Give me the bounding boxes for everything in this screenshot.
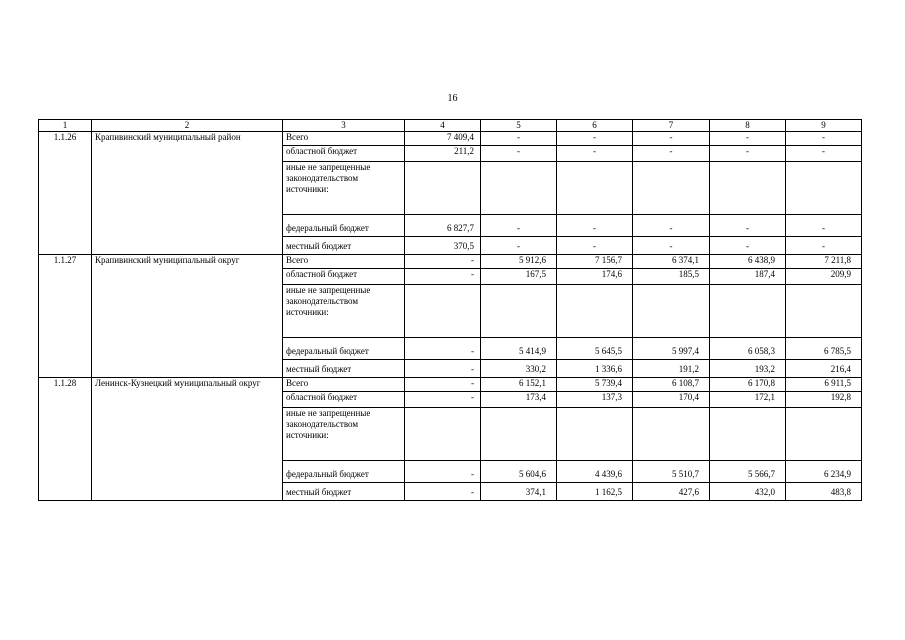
funding-source-label: Всего [283, 255, 405, 269]
funding-source-label: иные не запрещенные законодательством источники: [283, 162, 405, 215]
value-cell [405, 408, 481, 461]
value-cell: - [786, 215, 862, 237]
value-cell: - [633, 146, 710, 162]
value-cell [481, 408, 557, 461]
value-cell: 7 211,8 [786, 255, 862, 269]
value-cell: 137,3 [557, 392, 633, 408]
value-cell: - [481, 146, 557, 162]
value-cell: - [405, 338, 481, 360]
value-cell: - [633, 215, 710, 237]
funding-source-label: иные не запрещенные законодательством источники: [283, 408, 405, 461]
column-number: 7 [633, 120, 710, 132]
value-cell [786, 285, 862, 338]
value-cell: - [481, 215, 557, 237]
value-cell: - [557, 215, 633, 237]
value-cell: 174,6 [557, 269, 633, 285]
column-number: 5 [481, 120, 557, 132]
value-cell: 216,4 [786, 360, 862, 378]
item-name: Крапивинский муниципальный район [92, 132, 283, 255]
item-name: Крапивинский муниципальный округ [92, 255, 283, 378]
value-cell: 483,8 [786, 483, 862, 501]
value-cell: 185,5 [633, 269, 710, 285]
table-row [39, 255, 862, 269]
column-number: 9 [786, 120, 862, 132]
value-cell: 1 162,5 [557, 483, 633, 501]
value-cell: - [405, 378, 481, 392]
column-number: 8 [710, 120, 786, 132]
value-cell: 427,6 [633, 483, 710, 501]
value-cell: 6 374,1 [633, 255, 710, 269]
value-cell [481, 285, 557, 338]
value-cell: 6 170,8 [710, 378, 786, 392]
value-cell: - [405, 255, 481, 269]
value-cell: - [405, 360, 481, 378]
value-cell: - [405, 461, 481, 483]
value-cell [557, 285, 633, 338]
value-cell: - [710, 215, 786, 237]
value-cell: - [633, 132, 710, 146]
value-cell: - [786, 132, 862, 146]
value-cell: 7 156,7 [557, 255, 633, 269]
value-cell: 370,5 [405, 237, 481, 255]
funding-source-label: федеральный бюджет [283, 215, 405, 237]
item-code: 1.1.27 [39, 255, 92, 378]
value-cell [710, 162, 786, 215]
value-cell: 173,4 [481, 392, 557, 408]
value-cell [405, 285, 481, 338]
value-cell: 6 058,3 [710, 338, 786, 360]
table-row [39, 132, 862, 146]
value-cell [786, 408, 862, 461]
value-cell: 211,2 [405, 146, 481, 162]
value-cell [557, 408, 633, 461]
value-cell: 6 152,1 [481, 378, 557, 392]
value-cell: - [405, 269, 481, 285]
page-number: 16 [447, 93, 458, 104]
funding-source-label: областной бюджет [283, 392, 405, 408]
value-cell: 432,0 [710, 483, 786, 501]
value-cell: 5 645,5 [557, 338, 633, 360]
value-cell: - [481, 132, 557, 146]
value-cell: 6 438,9 [710, 255, 786, 269]
value-cell [557, 162, 633, 215]
value-cell: 374,1 [481, 483, 557, 501]
item-code: 1.1.28 [39, 378, 92, 501]
column-number-row [39, 120, 862, 132]
value-cell [710, 408, 786, 461]
value-cell: 187,4 [710, 269, 786, 285]
value-cell: 5 997,4 [633, 338, 710, 360]
value-cell: - [557, 237, 633, 255]
funding-source-label: областной бюджет [283, 269, 405, 285]
value-cell: 7 409,4 [405, 132, 481, 146]
value-cell: 1 336,6 [557, 360, 633, 378]
funding-source-label: местный бюджет [283, 237, 405, 255]
value-cell: 5 912,6 [481, 255, 557, 269]
value-cell: 4 439,6 [557, 461, 633, 483]
value-cell: 5 604,6 [481, 461, 557, 483]
value-cell: 193,2 [710, 360, 786, 378]
funding-source-label: областной бюджет [283, 146, 405, 162]
value-cell: - [405, 392, 481, 408]
funding-source-label: иные не запрещенные законодательством источники: [283, 285, 405, 338]
value-cell [405, 162, 481, 215]
value-cell: 192,8 [786, 392, 862, 408]
value-cell: 170,4 [633, 392, 710, 408]
value-cell: - [557, 132, 633, 146]
value-cell [481, 162, 557, 215]
value-cell: - [710, 146, 786, 162]
table-body [39, 120, 862, 501]
value-cell: 6 234,9 [786, 461, 862, 483]
value-cell: 167,5 [481, 269, 557, 285]
value-cell: 6 108,7 [633, 378, 710, 392]
column-number: 2 [92, 120, 283, 132]
value-cell: - [710, 132, 786, 146]
funding-source-label: Всего [283, 378, 405, 392]
value-cell: 5 510,7 [633, 461, 710, 483]
value-cell: 5 739,4 [557, 378, 633, 392]
funding-source-label: местный бюджет [283, 360, 405, 378]
value-cell [710, 285, 786, 338]
value-cell: - [557, 146, 633, 162]
funding-source-label: федеральный бюджет [283, 338, 405, 360]
item-code: 1.1.26 [39, 132, 92, 255]
value-cell [786, 162, 862, 215]
funding-source-label: местный бюджет [283, 483, 405, 501]
value-cell [633, 285, 710, 338]
value-cell: - [786, 237, 862, 255]
value-cell: 5 414,9 [481, 338, 557, 360]
value-cell: 172,1 [710, 392, 786, 408]
value-cell: 191,2 [633, 360, 710, 378]
value-cell [633, 408, 710, 461]
value-cell: - [405, 483, 481, 501]
value-cell [633, 162, 710, 215]
table-row [39, 378, 862, 392]
value-cell: 5 566,7 [710, 461, 786, 483]
value-cell: 6 911,5 [786, 378, 862, 392]
funding-source-label: Всего [283, 132, 405, 146]
value-cell: 330,2 [481, 360, 557, 378]
item-name: Ленинск-Кузнецкий муниципальный округ [92, 378, 283, 501]
value-cell: - [786, 146, 862, 162]
value-cell: - [710, 237, 786, 255]
budget-table [38, 119, 862, 501]
value-cell: - [481, 237, 557, 255]
column-number: 6 [557, 120, 633, 132]
value-cell: 209,9 [786, 269, 862, 285]
column-number: 3 [283, 120, 405, 132]
funding-source-label: федеральный бюджет [283, 461, 405, 483]
column-number: 4 [405, 120, 481, 132]
column-number: 1 [39, 120, 92, 132]
value-cell: 6 785,5 [786, 338, 862, 360]
value-cell: - [633, 237, 710, 255]
value-cell: 6 827,7 [405, 215, 481, 237]
